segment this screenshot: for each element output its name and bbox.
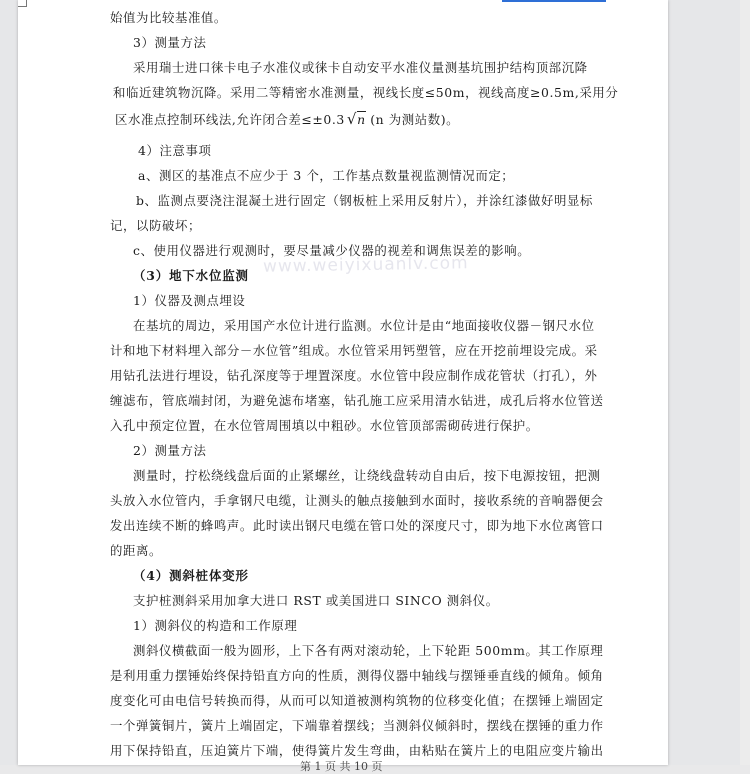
text-line: b、监测点要浇注混凝土进行固定（钢板桩上采用反射片），并涂红漆做好明显标: [136, 193, 594, 208]
subheading: 1）测斜仪的构造和工作原理: [133, 618, 298, 633]
document-page: [18, 0, 668, 773]
text-line: 头放入水位管内，手拿钢尺电缆，让测头的触点接触到水面时，接收系统的音响器便会: [110, 493, 604, 508]
page-corner-mark: [18, 0, 27, 7]
text-line: 支护桩测斜采用加拿大进口 RST 或美国进口 SINCO 测斜仪。: [133, 593, 499, 608]
formula-suffix: (n 为测站数)。: [370, 112, 460, 127]
text-line: 度变化可由电信号转换而得，从而可以知道被测构筑物的位移变化值；在摆锤上端固定: [110, 693, 604, 708]
watermark: www.weiyixuanlv.com: [262, 253, 469, 277]
text-line: 在基坑的周边，采用国产水位计进行监测。水位计是由“地面接收仪器－钢尺水位: [133, 318, 595, 333]
section-heading: （3）地下水位监测: [133, 268, 249, 283]
subheading: 1）仪器及测点埋设: [133, 293, 246, 308]
text-line: 计和地下材料埋入部分－水位管”组成。水位管采用钙塑管，应在开挖前埋设完成。采: [110, 343, 598, 358]
sqrt-symbol: √: [346, 110, 358, 128]
subheading: 2）测量方法: [133, 443, 207, 458]
text-line: 是利用重力摆锤始终保持铅直方向的性质，测得仪器中轴线与摆锤垂直线的倾角。倾角: [110, 668, 604, 683]
scrollbar[interactable]: [740, 0, 750, 765]
text-line: 和临近建筑物沉降。采用二等精密水准测量，视线长度≤50m，视线高度≥0.5m,采用分: [113, 85, 619, 100]
formula-prefix: 区水准点控制环线法,允许闭合差≤±0.3: [115, 112, 345, 127]
text-line: 测量时，拧松绕线盘后面的止紧螺丝，让绕线盘转动自由后，按下电源按钮，把测: [133, 468, 601, 483]
text-line: c、使用仪器进行观测时，要尽量减少仪器的视差和调焦误差的影响。: [133, 243, 531, 258]
text-line: 用钻孔法进行埋设，钻孔深度等于埋置深度。水位管中段应制作成花管状（打孔），外: [110, 368, 598, 383]
text-line: 用下保持铅直，压迫簧片下端，使得簧片发生弯曲，由粘贴在簧片上的电阻应变片输出: [110, 743, 604, 758]
text-line: 采用瑞士进口徕卡电子水准仪或徕卡自动安平水准仪量测基坑围护结构顶部沉降: [133, 60, 588, 75]
text-line: 一个弹簧铜片，簧片上端固定，下端靠着摆线；当测斜仪倾斜时，摆线在摆锤的重力作: [110, 718, 604, 733]
subheading: 3）测量方法: [133, 35, 207, 50]
text-line: 记，以防破坏；: [110, 218, 201, 233]
text-line: 的距离。: [110, 543, 162, 558]
subheading: 4）注意事项: [138, 143, 212, 158]
text-line: 入孔中预定位置，在水位管周围填以中粗砂。水位管顶部需砌砖进行保护。: [110, 418, 539, 433]
text-line: 始值为比较基准值。: [110, 10, 227, 25]
text-line: 测斜仪横截面一般为圆形，上下各有两对滚动轮，上下轮距 500mm。其工作原理: [133, 643, 604, 658]
text-line: a、测区的基准点不应少于 3 个，工作基点数量视监测情况而定；: [138, 168, 515, 183]
text-line: 发出连续不断的蜂鸣声。此时读出钢尺电缆在管口处的深度尺寸，即为地下水位离管口: [110, 518, 604, 533]
text-line: 缠滤布，管底端封闭，为避免滤布堵塞，钻孔施工应采用清水钻进，成孔后将水位管送: [110, 393, 604, 408]
section-heading: （4）测斜桩体变形: [133, 568, 249, 583]
sqrt-variable: n: [357, 112, 366, 127]
sqrt-formula: [345, 110, 366, 128]
text-line-formula: [115, 110, 459, 128]
top-tab-indicator: [502, 0, 606, 2]
page-footer: 第 1 页 共 10 页: [300, 760, 383, 773]
